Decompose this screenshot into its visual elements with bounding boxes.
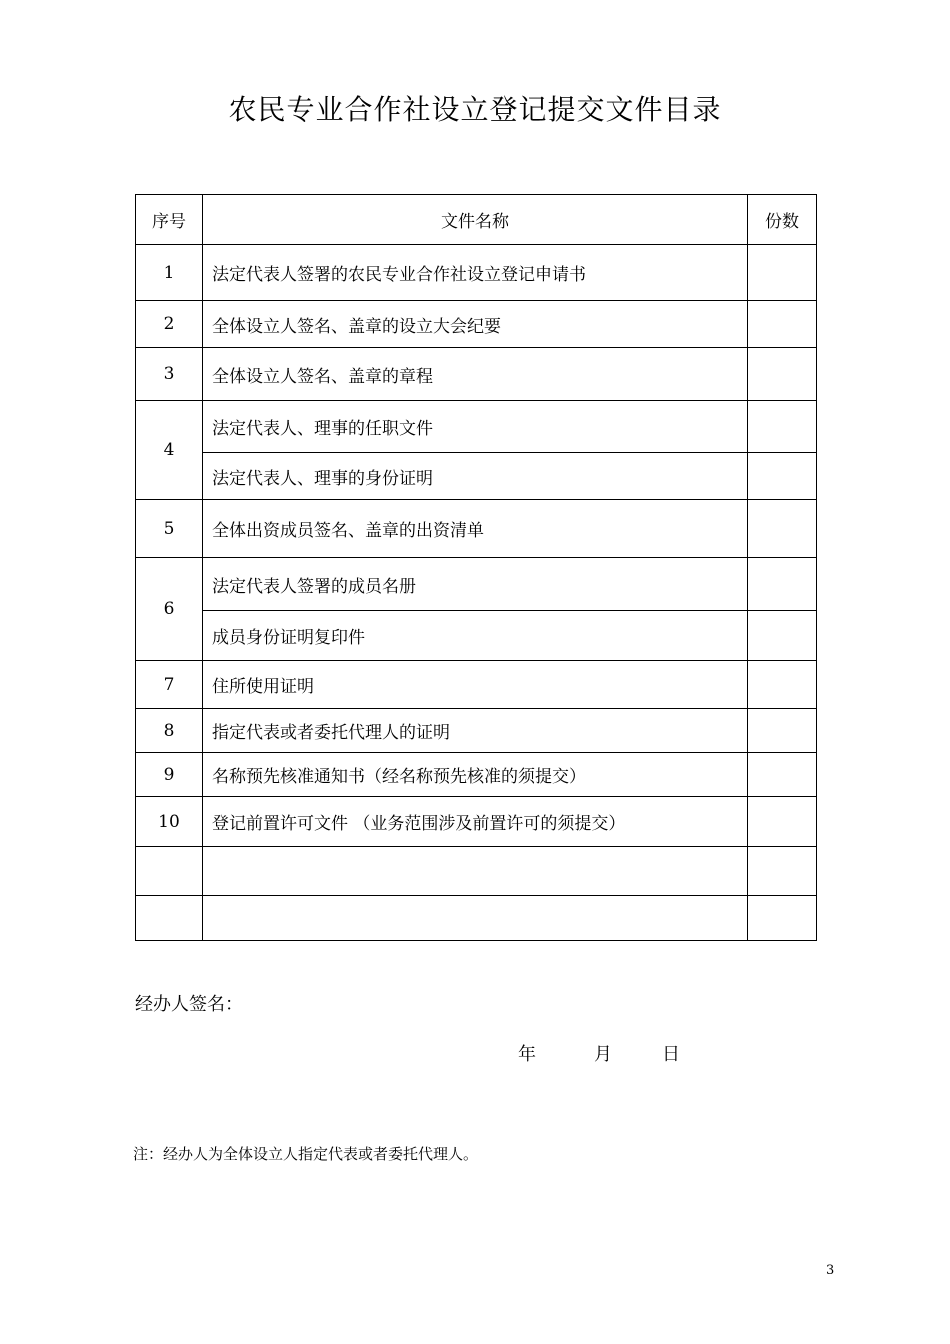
row-name bbox=[203, 896, 748, 941]
row-copies bbox=[748, 348, 817, 401]
row-name: 全体设立人签名、盖章的章程 bbox=[203, 348, 748, 401]
table-row bbox=[136, 709, 817, 753]
date-year: 年 bbox=[518, 1044, 536, 1065]
row-num: 1 bbox=[136, 245, 203, 301]
row-copies bbox=[748, 611, 817, 661]
table-row bbox=[136, 401, 817, 453]
row-name: 指定代表或者委托代理人的证明 bbox=[203, 709, 748, 753]
date-month: 月 bbox=[594, 1044, 612, 1065]
row-name: 法定代表人、理事的身份证明 bbox=[203, 453, 748, 500]
row-copies bbox=[748, 896, 817, 941]
row-copies bbox=[748, 558, 817, 611]
document-catalog-table bbox=[135, 194, 817, 941]
header-name: 文件名称 bbox=[203, 195, 748, 245]
table-row bbox=[136, 453, 817, 500]
row-copies bbox=[748, 709, 817, 753]
row-num bbox=[136, 847, 203, 896]
document-title: 农民专业合作社设立登记提交文件目录 bbox=[228, 93, 722, 126]
row-name: 名称预先核准通知书（经名称预先核准的须提交） bbox=[203, 753, 748, 797]
row-num: 7 bbox=[136, 661, 203, 709]
row-num: 10 bbox=[136, 797, 203, 847]
header-num: 序号 bbox=[136, 195, 203, 245]
table-row bbox=[136, 753, 817, 797]
table-header-row bbox=[136, 195, 817, 245]
row-num: 6 bbox=[136, 558, 203, 661]
row-num: 8 bbox=[136, 709, 203, 753]
date-day: 日 bbox=[662, 1044, 680, 1065]
row-num: 5 bbox=[136, 500, 203, 558]
row-num: 9 bbox=[136, 753, 203, 797]
row-copies bbox=[748, 401, 817, 453]
row-copies bbox=[748, 301, 817, 348]
row-copies bbox=[748, 245, 817, 301]
row-name: 法定代表人、理事的任职文件 bbox=[203, 401, 748, 453]
table-row bbox=[136, 661, 817, 709]
row-name: 登记前置许可文件 （业务范围涉及前置许可的须提交） bbox=[203, 797, 748, 847]
row-name: 全体出资成员签名、盖章的出资清单 bbox=[203, 500, 748, 558]
signer-label: 经办人签名： bbox=[135, 994, 243, 1015]
row-name: 全体设立人签名、盖章的设立大会纪要 bbox=[203, 301, 748, 348]
row-num: 2 bbox=[136, 301, 203, 348]
table-row bbox=[136, 558, 817, 611]
table-row bbox=[136, 896, 817, 941]
row-name: 住所使用证明 bbox=[203, 661, 748, 709]
row-copies bbox=[748, 453, 817, 500]
page-number: 3 bbox=[826, 1263, 835, 1278]
table-row bbox=[136, 611, 817, 661]
table-row bbox=[136, 301, 817, 348]
row-num: 4 bbox=[136, 401, 203, 500]
row-name bbox=[203, 847, 748, 896]
row-name: 法定代表人签署的农民专业合作社设立登记申请书 bbox=[203, 245, 748, 301]
table-row bbox=[136, 348, 817, 401]
row-copies bbox=[748, 500, 817, 558]
row-num bbox=[136, 896, 203, 941]
row-copies bbox=[748, 753, 817, 797]
table-row bbox=[136, 500, 817, 558]
table-row bbox=[136, 797, 817, 847]
row-copies bbox=[748, 661, 817, 709]
row-copies bbox=[748, 847, 817, 896]
table-row bbox=[136, 847, 817, 896]
header-copies: 份数 bbox=[748, 195, 817, 245]
row-name: 成员身份证明复印件 bbox=[203, 611, 748, 661]
row-num: 3 bbox=[136, 348, 203, 401]
table-row bbox=[136, 245, 817, 301]
row-copies bbox=[748, 797, 817, 847]
footnote: 注：经办人为全体设立人指定代表或者委托代理人。 bbox=[133, 1145, 479, 1163]
row-name: 法定代表人签署的成员名册 bbox=[203, 558, 748, 611]
